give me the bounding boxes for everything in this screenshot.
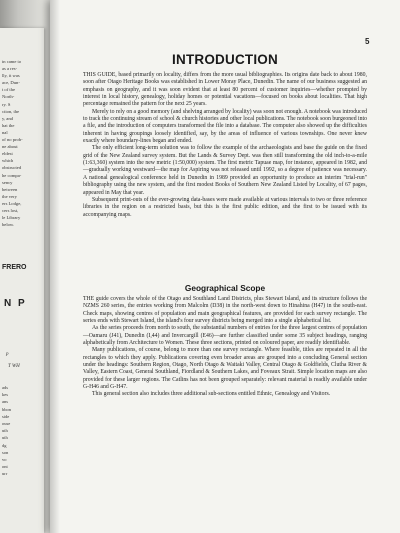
previous-page-line: t of the bbox=[2, 87, 16, 93]
previous-page-line: cers lost, bbox=[2, 207, 19, 213]
paragraph: The only efficient long-term solution was to follow the example of the archaeologists and base the guide on the fixed grid of the New Zealand survey system. But the Lands & Survey Dept. was then still transforming the old inch-to-a-mile (1:63,360) system into the new metric (1:50,000) system. The first metric Tapuae map, for instance, appeared in 1982, and—gradually working westward—the map for Aspiring was not released until 1992, so a degree of patience was necessary. A national genealogical conference held in Dunedin in 1989 provided an opportunity to produce an interim "trial-run" bibliography using the new system, and the first modest Books of Southern New Zealand Listed by Locality, of 67 pages, appeared in May that year. bbox=[83, 145, 367, 196]
previous-page-text bbox=[2, 58, 42, 228]
previous-page-line: below. bbox=[2, 222, 15, 228]
paragraph: As the series proceeds from north to south, the substantial numbers of entries for the three largest centres of population—Oamaru (J41), Dunedin (I,44) and Invercargill (E46)—are further classified under some 35 subject headings, ranging alphabetically from Architecture to Women. These three sections, printed on coloured paper, are readily identifiable. bbox=[83, 325, 367, 347]
previous-page-line: he compa- bbox=[2, 172, 22, 178]
page-title: INTRODUCTION bbox=[172, 52, 278, 67]
previous-page-table-cell: vo bbox=[2, 457, 7, 463]
previous-page-line: the very bbox=[2, 193, 17, 199]
previous-page-table-cell: uth bbox=[2, 428, 8, 434]
section-heading: Geographical Scope bbox=[184, 283, 266, 293]
previous-page-table-cell: kes bbox=[2, 392, 8, 398]
previous-page-line: between bbox=[2, 186, 18, 192]
previous-page-table bbox=[2, 384, 42, 478]
previous-page-line: ction, the bbox=[2, 108, 20, 114]
previous-page-line: ry. S bbox=[2, 101, 11, 107]
previous-page-table-cell: side bbox=[2, 413, 10, 419]
page-number: 5 bbox=[365, 37, 370, 46]
previous-page-line: ers Lodge, bbox=[2, 200, 22, 206]
previous-page-table-cell: dg bbox=[2, 442, 7, 448]
paragraph: This general section also includes three additional sub-sections entitled Ethnic, Genealogy and Visitors. bbox=[92, 391, 331, 398]
previous-page-line: which bbox=[2, 158, 14, 164]
previous-page-table-cell: son bbox=[2, 449, 9, 455]
introduction-body bbox=[83, 72, 367, 219]
previous-page-large-heading: N P bbox=[4, 298, 27, 309]
previous-page-line: in came to bbox=[2, 59, 22, 64]
previous-page-line: North- bbox=[2, 94, 15, 100]
book-page bbox=[50, 0, 400, 533]
previous-page-line: hat the bbox=[2, 122, 15, 128]
previous-page-table-cell: uth bbox=[2, 435, 8, 441]
paragraph: THE guide covers the whole of the Otago and Southland Land Districts, plus Stewart Island, and its structure follows the NZMS 260 series, the entries working from Malcolm (D38) in the north-west down to Hinahina (H47) in the south-east. Check maps, showing centres of population and main geographical features, are provided for each survey rectangle. The series ends with Stewart Island, the island's four survey districts being merged into a single alphabetical list. bbox=[83, 296, 367, 325]
paragraph: Many publications, of course, belong to more than one survey rectangle. Where feasible, titles are repeated in all the rectangles to which they apply. Publications covering even broader areas are grouped into a concluding General section under the headings: Southern Region, Otago, North Otago & Waitaki Valley, Central Otago & Goldfields, Clutha River & Valley, Eastern Coast, General Southland, Fiordland & Southern Lakes, and Foveaux Strait. Simple location maps are also provided for these larger regions. The Catlins has not been grouped separately: relevant material is readily available under G-H46 and G-H47. bbox=[83, 347, 367, 391]
previous-page-fragment: p bbox=[6, 352, 9, 357]
previous-page-line: le Library bbox=[2, 215, 21, 221]
previous-page-line: ne about bbox=[2, 144, 18, 150]
previous-page-table-cell: urr bbox=[2, 471, 8, 477]
previous-page-line: obstructed bbox=[2, 165, 22, 171]
previous-page-line: as a res- bbox=[2, 66, 18, 72]
previous-page-table-cell: ont bbox=[2, 464, 8, 470]
previous-page-line: ace, Dun- bbox=[2, 80, 20, 86]
previous-page-edge bbox=[0, 28, 44, 533]
previous-page-line: y, and bbox=[2, 115, 13, 121]
geographical-scope-body bbox=[83, 296, 367, 399]
paragraph: Subsequent print-outs of the ever-growing data-bases were made available at various intervals to two or three reference libraries in the region on a restricted basis, but this is the first public edition, and the first to be issued with its accompanying maps. bbox=[83, 196, 367, 218]
previous-page-line: of no prob- bbox=[2, 137, 23, 143]
previous-page-table-cell: bbon bbox=[2, 406, 11, 412]
previous-page-line: sency bbox=[2, 179, 13, 185]
previous-page-heading: FRERO bbox=[2, 264, 27, 271]
previous-page-table-cell: ads bbox=[2, 385, 8, 390]
previous-page-fragment: T WH bbox=[8, 364, 20, 369]
previous-page-table-cell: ouse bbox=[2, 421, 11, 427]
previous-page-line: nal bbox=[2, 129, 8, 135]
paragraph: Merely to rely on a good memory (and shelving arranged by locality) was soon not enough. A notebook was introduced to track the continuing stream of school & church histories and other local publications. The notebook soon burgeoned into a file, and the introduction of computers transformed the file into a database. The computer also showed up the difficulties inherent in having groupings loosely identified, say, by the areas of influence of various townships. One never knew exactly where boundary-lines began and ended. bbox=[83, 108, 367, 145]
previous-page-table-cell: ans bbox=[2, 399, 8, 405]
previous-page-line: eldest bbox=[2, 151, 13, 157]
paragraph: THIS GUIDE, based primarily on locality, differs from the more usual bibliographies. Its origins date back to about 1980, soon after Otago Heritage Books was established in Lower Moray Place, Dunedin. The name of our business suggested an emphasis on geography, and it was soon evident that at least 80 percent of customer inquiries—whether prompted by interest in local history, genealogy, holiday homes or potential vacations—focused on books about localities. That high percentage remained the pattern for the next 25 years. bbox=[83, 72, 367, 108]
previous-page-line: lly, it was bbox=[2, 73, 20, 79]
